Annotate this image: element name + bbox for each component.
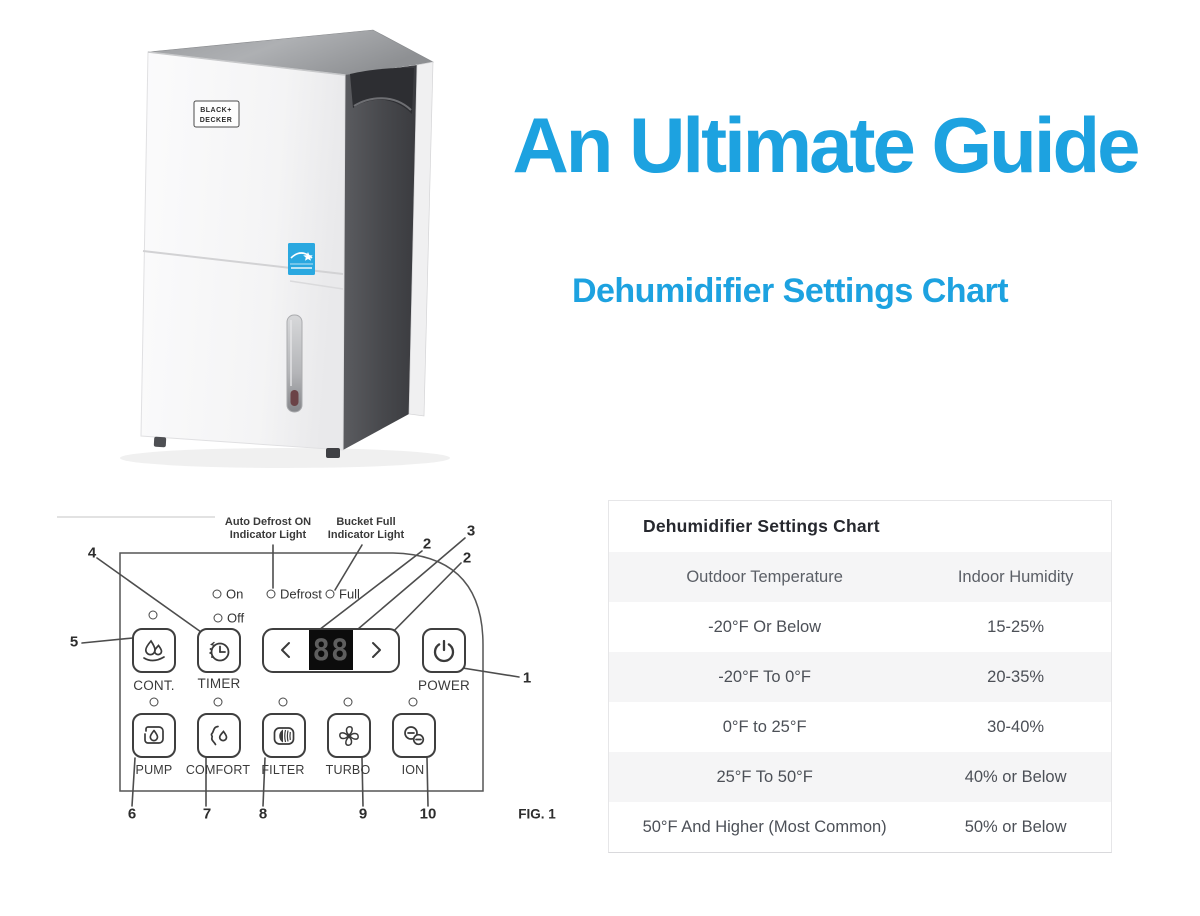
- foot-left: [154, 437, 167, 448]
- comfort-face-icon: [205, 722, 233, 750]
- water-drops-icon: [140, 637, 168, 665]
- indoor-humidity-cell: 40% or Below: [964, 767, 1067, 786]
- timer-off-light: [214, 614, 223, 623]
- figure-caption: FIG. 1: [518, 806, 556, 822]
- callout-line-10: [427, 758, 428, 806]
- callout-10: 10: [419, 805, 437, 823]
- annotation-auto-defrost-line1: Auto Defrost ON: [224, 516, 312, 528]
- filter-icon: [270, 722, 298, 750]
- pump-indicator-light: [150, 698, 159, 707]
- timer-clock-icon: [205, 637, 233, 665]
- dehumidifier-photo: [110, 18, 480, 478]
- power-button: [422, 628, 466, 673]
- table-row: [609, 602, 1111, 652]
- filter-indicator-light: [279, 698, 288, 707]
- annotation-auto-defrost: [225, 516, 311, 541]
- table-row: [609, 652, 1111, 702]
- timer-on-label: On: [226, 586, 244, 602]
- callout-2b: 2: [462, 549, 472, 567]
- defrost-light: [267, 590, 276, 599]
- callout-2a: 2: [422, 535, 432, 553]
- energy-star-label: [288, 243, 315, 275]
- timer-on-light: [213, 590, 222, 599]
- callout-3: 3: [466, 522, 476, 540]
- timer-label: TIMER: [197, 676, 241, 691]
- callout-7: 7: [202, 805, 212, 823]
- control-panel-figure: [55, 495, 600, 875]
- comfort-indicator-light: [214, 698, 223, 707]
- comfort-button: [197, 713, 241, 758]
- indoor-humidity-cell: 20-35%: [987, 667, 1045, 686]
- brand-text-top: BLACK+: [200, 107, 232, 114]
- foot-right: [326, 448, 340, 458]
- turbo-indicator-light: [344, 698, 353, 707]
- outdoor-temperature-cell: -20°F Or Below: [708, 617, 822, 636]
- ion-button: [392, 713, 436, 758]
- outdoor-temperature-cell: 0°F to 25°F: [722, 717, 807, 736]
- bucket-full-light: [326, 590, 335, 599]
- led-display: 88: [309, 630, 353, 670]
- annotation-bucket-full-line2: Indicator Light: [327, 528, 405, 541]
- outdoor-temperature-cell: 25°F To 50°F: [716, 767, 813, 786]
- cont-label: CONT.: [133, 678, 175, 693]
- table-row: [609, 752, 1111, 802]
- dehumidifier-illustration: [110, 18, 480, 478]
- annotation-bucket-full-line1: Bucket Full: [336, 516, 396, 528]
- decrease-arrow-icon: [279, 641, 293, 659]
- annotation-bucket-full: [328, 516, 404, 541]
- turbo-button: [327, 713, 371, 758]
- callout-9: 9: [358, 805, 368, 823]
- annotation-auto-defrost-line2: Indicator Light: [229, 528, 307, 541]
- table-title: Dehumidifier Settings Chart: [643, 516, 880, 536]
- indoor-humidity-cell: 30-40%: [987, 717, 1045, 736]
- timer-button: [197, 628, 241, 673]
- callout-8: 8: [258, 805, 268, 823]
- fan-icon: [335, 722, 363, 750]
- floor-shadow: [120, 448, 450, 468]
- comfort-label: COMFORT: [185, 763, 251, 777]
- ion-label: ION: [401, 763, 425, 777]
- settings-table-card: [608, 500, 1112, 853]
- table-header-row: [609, 552, 1111, 602]
- humidity-set-panel: [262, 628, 400, 673]
- callout-4: 4: [87, 544, 97, 562]
- increase-arrow-icon: [369, 641, 383, 659]
- indoor-humidity-cell: 50% or Below: [964, 817, 1067, 836]
- outdoor-temperature-cell: 50°F And Higher (Most Common): [642, 817, 887, 836]
- unit-side-face: [343, 65, 417, 450]
- power-label: POWER: [417, 678, 471, 693]
- callout-5: 5: [69, 633, 79, 651]
- water-level-window: [287, 315, 302, 412]
- pump-icon: [140, 722, 168, 750]
- brand-text-bottom: DECKER: [199, 117, 233, 124]
- ion-icon: [400, 722, 428, 750]
- page-title: An Ultimate Guide: [512, 101, 1138, 189]
- callout-6: 6: [127, 805, 137, 823]
- page-subtitle: Dehumidifier Settings Chart: [571, 272, 1009, 310]
- column-header-outdoor-temperature: Outdoor Temperature: [686, 567, 843, 586]
- callout-1: 1: [522, 669, 532, 687]
- pump-button: [132, 713, 176, 758]
- outdoor-temperature-cell: -20°F To 0°F: [718, 667, 811, 686]
- table-row: [609, 702, 1111, 752]
- defrost-label: Defrost: [280, 586, 322, 602]
- table-row: [609, 802, 1111, 852]
- turbo-label: TURBO: [325, 763, 371, 777]
- callout-line-4: [97, 558, 201, 632]
- pump-label: PUMP: [135, 763, 173, 777]
- power-icon: [430, 637, 458, 665]
- callout-line-5: [82, 638, 133, 643]
- column-header-indoor-humidity: Indoor Humidity: [957, 567, 1074, 586]
- bucket-full-label: Full: [339, 586, 360, 602]
- filter-button: [262, 713, 306, 758]
- brand-badge: [194, 101, 239, 127]
- cont-indicator-light: [149, 611, 158, 620]
- filter-label: FILTER: [261, 763, 305, 777]
- indoor-humidity-cell: 15-25%: [987, 617, 1045, 636]
- callout-line-bucket-full: [335, 545, 362, 590]
- ion-indicator-light: [409, 698, 418, 707]
- cont-button: [132, 628, 176, 673]
- timer-off-label: Off: [227, 610, 245, 626]
